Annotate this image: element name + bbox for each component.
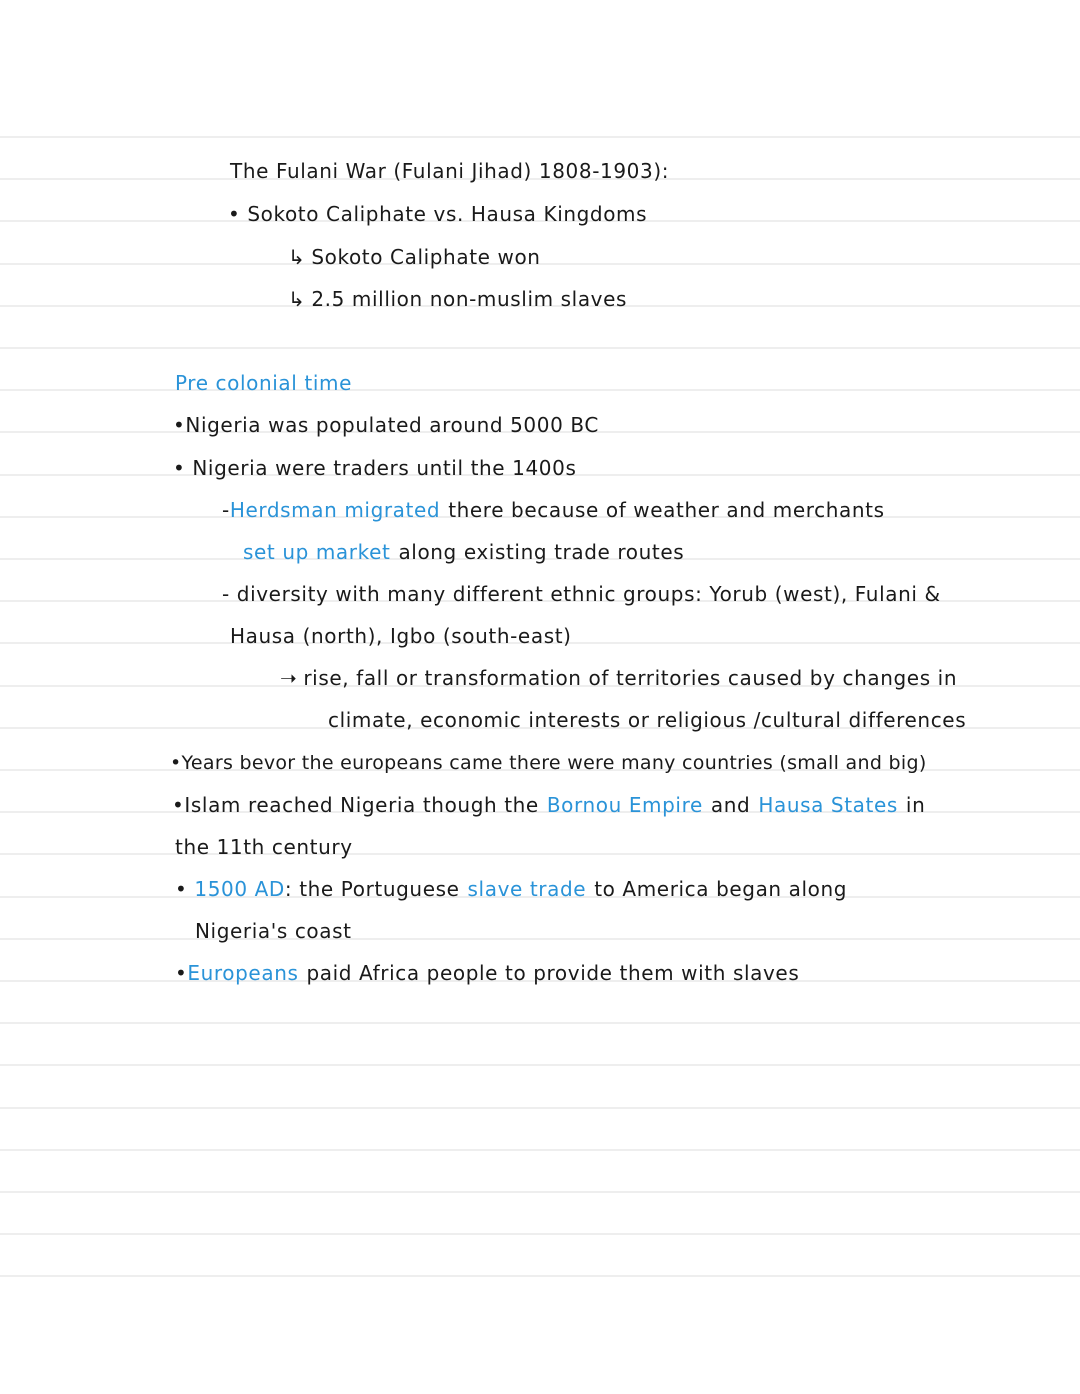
fulani-war-sub2 (288, 286, 627, 312)
bullet-icon: • (170, 752, 182, 774)
bornou-empire-text: Bornou Empire (546, 793, 703, 817)
fulani-war-point-text: Sokoto Caliphate vs. Hausa Kingdoms (247, 202, 648, 226)
europeans-text: Europeans (187, 961, 299, 985)
precolonial-point-2a (222, 497, 885, 523)
precolonial-point-2b-cont: Hausa (north), Igbo (south-east) (230, 624, 572, 648)
precolonial-point-1-text: Nigeria was populated around 5000 BC (185, 413, 599, 437)
fulani-war-title: The Fulani War (Fulani Jihad) 1808-1903): (230, 159, 670, 183)
bullet-icon: • (172, 793, 185, 817)
dash-icon: - (222, 498, 230, 522)
precolonial-point-2 (173, 455, 576, 481)
precolonial-point-2c (280, 665, 957, 691)
portuguese-text: : the Portuguese (284, 877, 460, 901)
precolonial-point-2b: - diversity with many different ethnic groups: Yorub (west), Fulani & (222, 582, 941, 606)
precolonial-point-2-text: Nigeria were traders until the 1400s (192, 456, 577, 480)
paid-africa-text: paid Africa people to provide them with slaves (306, 961, 800, 985)
precolonial-point-2c-cont: climate, economic interests or religious /cultural differences (328, 708, 967, 732)
precolonial-point-4-cont: the 11th century (175, 835, 353, 859)
bullet-icon: • (175, 877, 188, 901)
precolonial-point-6 (175, 960, 799, 986)
bullet-icon: • (228, 202, 241, 226)
slave-trade-text: slave trade (467, 877, 587, 901)
and-text: and (710, 793, 751, 817)
precolonial-point-2c-text: rise, fall or transformation of territories caused by changes in (303, 666, 958, 690)
fulani-war-sub1 (288, 244, 541, 270)
precolonial-point-5-cont: Nigeria's coast (195, 919, 352, 943)
return-arrow-icon: ↳ (288, 245, 306, 269)
precolonial-point-3 (170, 750, 927, 776)
fulani-war-sub1-text: Sokoto Caliphate won (311, 245, 541, 269)
bullet-icon: • (173, 413, 186, 437)
bullet-icon: • (173, 456, 186, 480)
herdsman-migrated-text: Herdsman migrated (229, 498, 441, 522)
right-arrow-icon: ➝ (280, 666, 298, 690)
precolonial-point-4 (172, 792, 925, 818)
precolonial-point-5 (175, 876, 847, 902)
islam-reached-text: Islam reached Nigeria though the (184, 793, 539, 817)
hausa-states-text: Hausa States (758, 793, 898, 817)
fulani-war-sub2-text: 2.5 million non-muslim slaves (311, 287, 628, 311)
trade-routes-text: along existing trade routes (398, 540, 685, 564)
return-arrow-icon: ↳ (288, 287, 306, 311)
fulani-war-point (228, 201, 647, 227)
precolonial-point-3-text: Years bevor the europeans came there were many countries (small and big) (181, 752, 927, 774)
bullet-icon: • (175, 961, 188, 985)
precolonial-point-1 (173, 412, 599, 438)
precolonial-heading: Pre colonial time (175, 371, 352, 395)
herdsman-rest-text: there because of weather and merchants (448, 498, 885, 522)
in-text: in (905, 793, 926, 817)
year-1500-text: 1500 AD (194, 877, 285, 901)
america-text: to America began along (594, 877, 848, 901)
set-up-market-text: set up market (243, 540, 391, 564)
precolonial-point-2a-cont (243, 539, 684, 565)
